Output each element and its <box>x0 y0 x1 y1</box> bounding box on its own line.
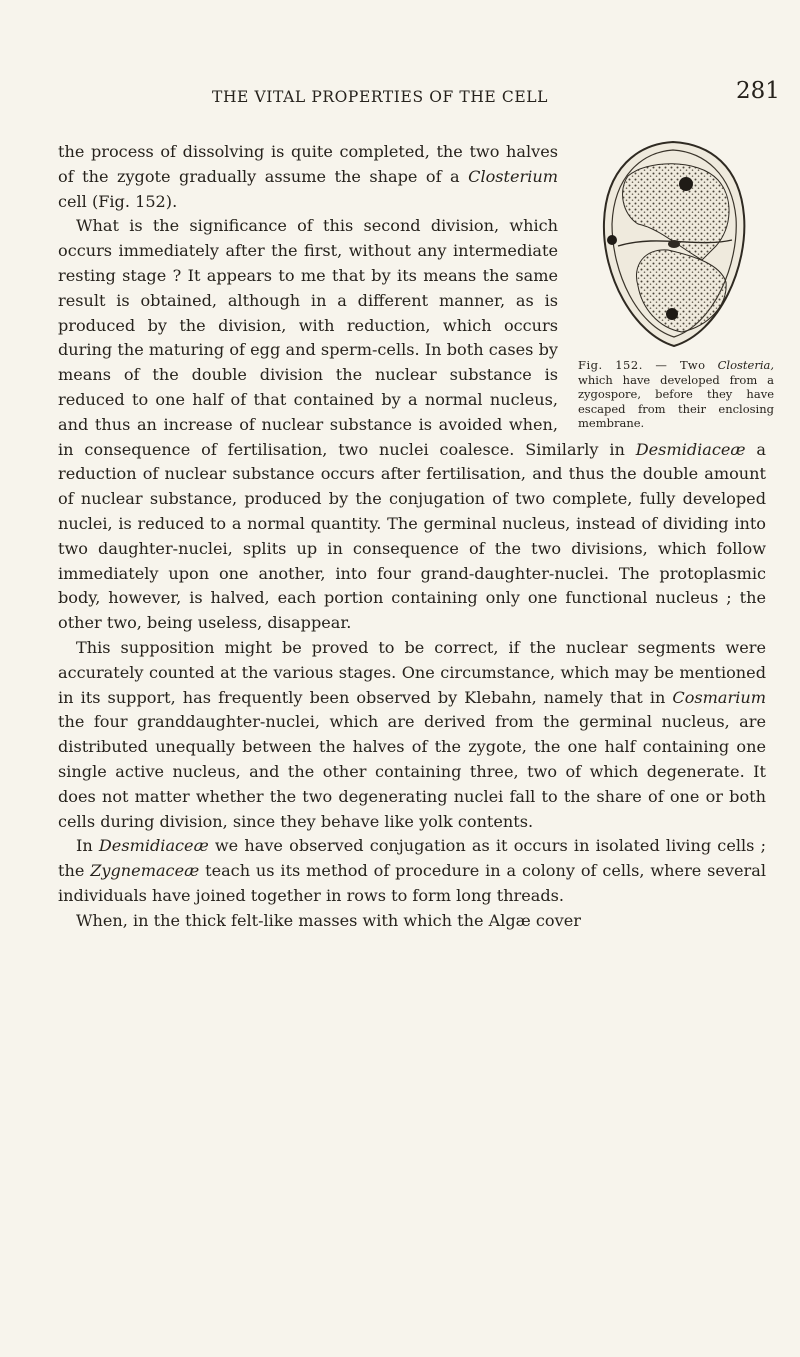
running-title: THE VITAL PROPERTIES OF THE CELL <box>212 88 549 106</box>
caption-text: which have developed from a zygospore, before they have escaped from their enclosing membrane. <box>578 372 774 431</box>
paragraph-5: When, in the thick felt-like masses with which the Algæ cover <box>76 910 581 930</box>
figure-label: Fig. 152. — Two <box>578 358 706 372</box>
paragraph-2: What is the significance of this second division, which occurs immediately after the first, without any intermediate resting stage ? It appears to me that by its means the same result is obtained, although in a different manner, as is produced by the division, with reduction, which occurs during the maturing of egg and sperm-cells. In both cases by means of the double division the nuclear substance is reduced to one half of that contained by a normal nucleus, and thus an increase of nuclear substance is avoided when, in consequence of fertilisation, two nuclei coalesce. Similarly in Desmidiaceæ a reduction of nuclear substance occurs after fertilisation, and thus the double amount of nuclear substance, produced by the conjugation of two complete, fully developed nuclei, is reduced to a normal quantity. The germinal nucleus, instead of dividing into two daughter-nuclei, splits up in consequence of the two divisions, which follow immediately upon one another, into four grand-daughter-nuclei. The protoplasmic body, however, is halved, each portion containing only one functional nucleus ; the other two, being useless, disappear. <box>58 216 766 633</box>
paragraph-4: In Desmidiaceæ we have observed conjugation as it occurs in isolated living cells ; the Zygnemaceæ teach us its method of procedure in a colony of cells, where several individuals have joined together in rows to form long threads. <box>58 836 766 905</box>
figure-152 <box>572 136 774 431</box>
closteria-illustration <box>598 136 748 352</box>
paragraph-3: This supposition might be proved to be correct, if the nuclear segments were accurately counted at the various stages. One circumstance, which may be mentioned in its support, has frequently been observed by Klebahn, namely that in Cosmarium the four granddaughter-nuclei, which are derived from the germinal nucleus, are distributed unequally between the halves of the zygote, the one half containing one single active nucleus, and the other containing three, two of which degenerate. It does not matter whether the two degenerating nuclei fall to the share of one or both cells during division, since they behave like yolk contents. <box>58 637 766 831</box>
running-head <box>0 78 800 118</box>
caption-taxon: Closteria, <box>717 358 775 372</box>
page-number: 281 <box>736 78 780 104</box>
figure-caption <box>572 358 774 431</box>
body-text <box>58 140 775 934</box>
paragraph-1: the process of dissolving is quite completed, the two halves of the zygote gradually assume the shape of a Closterium cell (Fig. 152). <box>58 142 558 211</box>
